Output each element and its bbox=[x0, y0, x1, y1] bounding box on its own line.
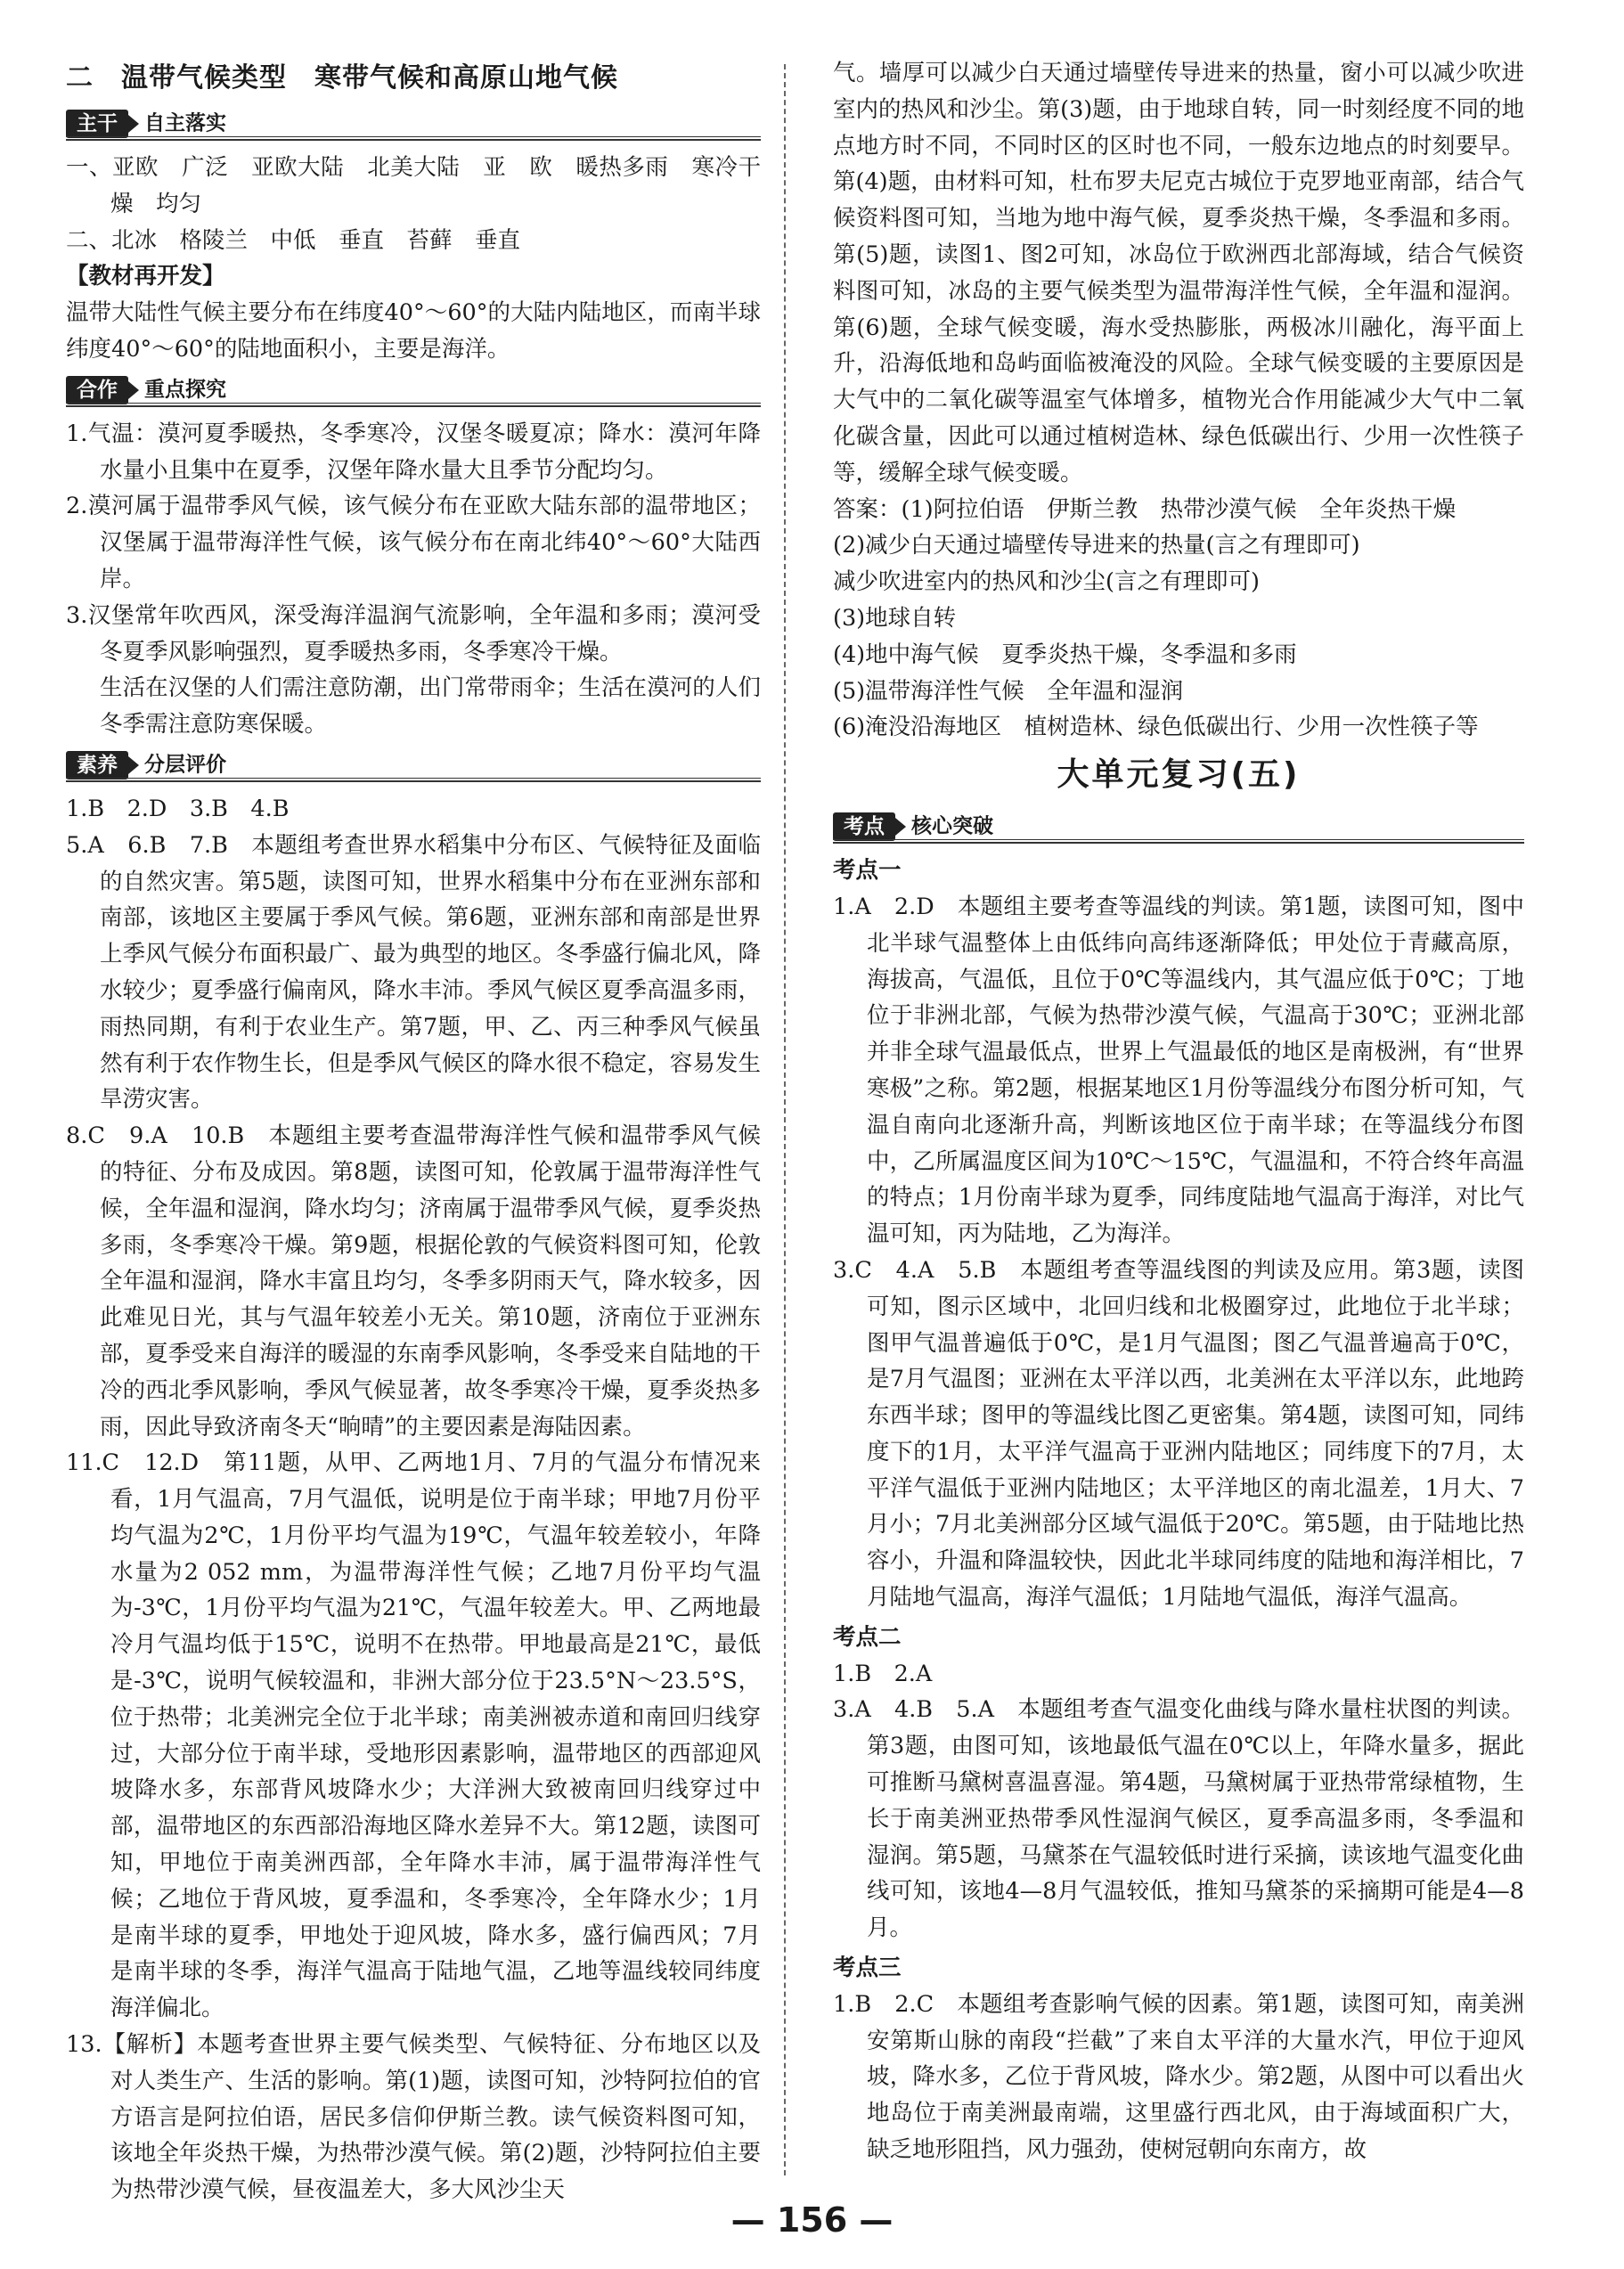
answer-block-13: 13.【解析】本题考查世界主要气候类型、气候特征、分布地区以及对人类生产、生活的影响。第(1)题，读图可知，沙特阿拉伯的官方语言是阿拉伯语，居民多信仰伊斯兰教。读气候资料图可知，该地全年炎热干燥，为热带沙漠气候。第(2)题，沙特阿拉伯主要为热带沙漠气候，昼夜温差大，多大风沙尘天 bbox=[66, 2031, 761, 2204]
hezuo-extra: 生活在汉堡的人们需注意防潮，出门常带雨伞；生活在漠河的人们冬季需注意防寒保暖。 bbox=[100, 674, 761, 739]
hezuo-item-3: 3.汉堡常年吹西风，深受海洋温润气流影响，全年温和多雨；漠河受冬夏季风影响强烈，夏季暖热多雨，冬季寒冷干燥。 bbox=[66, 601, 761, 665]
kaodian-1-block-1: 1.A 2.D 本题组主要考查等温线的判读。第1题，读图可知，图中北半球气温整体上由低纬向高纬逐渐降低；甲处位于青藏高原，海拔高，气温低，且位于0℃等温线内，其气温应低于0℃；丁地位于非洲北部，气候为热带沙漠气候，气温高于30℃；亚洲北部并非全球气温最低点，世界上气温最低的地区是南极洲，有“世界寒极”之称。第2题，根据某地区1月份等温线分布图分析可知，气温自南向北逐渐升高，判断该地区位于南半球；在等温线分布图中，乙所属温度区间为10℃～15℃，气温温和，不符合终年高温的特点；1月份南半球为夏季，同纬度陆地气温高于海洋，对比气温可知，丙为陆地，乙为海洋。 bbox=[833, 893, 1524, 1248]
arrow-icon bbox=[895, 818, 906, 836]
answer-block-5: 5.A 6.B 7.B 本题组考查世界水稻集中分布区、气候特征及面临的自然灾害。第5题，读图可知，世界水稻集中分布在亚洲东部和南部，该地区主要属于季风气候。第6题，亚洲东部和南部是世界上季风气候分布面积最广、最为典型的地区。冬季盛行偏北风，降水较少；夏季盛行偏南风，降水丰沛。季风气候区夏季高温多雨，雨热同期，有利于农业生产。第7题，甲、乙、丙三种季风气候虽然有利于农作物生长，但是季风气候区的降水很不稳定，容易发生旱涝灾害。 bbox=[66, 831, 761, 1114]
bar-rule-thin bbox=[66, 778, 761, 779]
arrow-icon bbox=[128, 756, 139, 774]
q13-continuation: 气。墙厚可以减少白天通过墙壁传导进来的热量，窗小可以减少吹进室内的热风和沙尘。第(3)题，由于地球自转，同一时刻经度不同的地点地方时不同，不同时区的区时也不同，一般东边地点的时刻要早。第(4)题，由材料可知，杜布罗夫尼克古城位于克罗地亚南部，结合气候资料图可知，当地为地中海气候，夏季炎热干燥，冬季温和多雨。第(5)题，读图1、图2可知，冰岛位于欧洲西北部海域，结合气候资料图可知，冰岛的主要气候类型为温带海洋性气候，全年温和湿润。第(6)题，全球气候变暖，海水受热膨胀，两极冰川融化，海平面上升，沿海低地和岛屿面临被淹没的风险。全球气候变暖的主要原因是大气中的二氧化碳等温室气体增多，植物光合作用能减少大气中二氧化碳含量，因此可以通过植树造林、绿色低碳出行、少用一次性筷子等，缓解全球气候变暖。 bbox=[833, 60, 1524, 486]
hezuo-item-1: 1.气温：漠河夏季暖热，冬季寒冷，汉堡冬暖夏凉；降水：漠河年降水量小且集中在夏季，汉堡年降水量大且季节分配均匀。 bbox=[66, 420, 761, 484]
bar-rule bbox=[66, 139, 761, 141]
kaodian-3-label: 考点三 bbox=[833, 1955, 902, 1982]
answer-line-1: 答案：(1)阿拉伯语 伊斯兰教 热带沙漠气候 全年炎热干燥 bbox=[833, 495, 1457, 523]
bar-subtitle: 重点探究 bbox=[144, 378, 226, 402]
answer-block-8: 8.C 9.A 10.B 本题组主要考查温带海洋性气候和温带季风气候的特征、分布及成因。第8题，读图可知，伦敦属于温带海洋性气候，全年温和湿润，降水均匀；济南属于温带季风气候，夏季炎热多雨，冬季寒冷干燥。第9题，根据伦敦的气候资料图可知，伦敦全年温和湿润，降水丰富且均匀，冬季多阴雨天气，降水较多，因此难见日光，其与气温年较差小无关。第10题，济南位于亚洲东部，夏季受来自海洋的暖湿的东南季风影响，冬季受来自陆地的干冷的西北季风影响，季风气候显著，故冬季寒冷干燥，夏季炎热多雨，因此导致济南冬天“晌晴”的主要因素是海陆因素。 bbox=[66, 1122, 761, 1441]
section-bar-suyang bbox=[66, 747, 761, 782]
bar-tag: 考点 bbox=[833, 812, 895, 841]
bar-rule bbox=[66, 780, 761, 782]
bar-tag: 主干 bbox=[66, 110, 128, 138]
column-divider bbox=[784, 64, 786, 2175]
page-number: — 156 — bbox=[730, 2200, 894, 2240]
left-column bbox=[66, 55, 761, 2208]
bar-subtitle: 自主落实 bbox=[144, 111, 226, 135]
bar-rule bbox=[66, 405, 761, 407]
answer-line-7: (6)淹没沿海地区 植树造林、绿色低碳出行、少用一次性筷子等 bbox=[833, 714, 1479, 741]
answer-block-1: 1.B 2.D 3.B 4.B bbox=[66, 795, 290, 822]
bar-tag: 素养 bbox=[66, 751, 128, 779]
answer-line-2: (2)减少白天通过墙壁传导进来的热量(言之有理即可) bbox=[833, 532, 1360, 559]
kaodian-2-block-2: 3.A 4.B 5.A 本题组考查气温变化曲线与降水量柱状图的判读。第3题，由图可知，该地最低气温在0℃以上，年降水量多，据此可推断马黛树喜温喜湿。第4题，马黛树属于亚热带常绿植物，生长于南美洲亚热带季风性湿润气候区，夏季高温多雨，冬季温和湿润。第5题，马黛茶在气温较低时进行采摘，读该地气温变化曲线可知，该地4—8月气温较低，推知马黛茶的采摘期可能是4—8月。 bbox=[833, 1696, 1524, 1942]
kaodian-1-label: 考点一 bbox=[833, 857, 902, 885]
answer-line-6: (5)温带海洋性气候 全年温和湿润 bbox=[833, 677, 1184, 705]
bar-rule-thin bbox=[66, 403, 761, 404]
jiaocai-label: 【教材再开发】 bbox=[66, 263, 225, 290]
bar-rule-thin bbox=[66, 136, 761, 137]
arrow-icon bbox=[128, 381, 139, 399]
bar-rule bbox=[833, 842, 1524, 844]
section-bar-hezuo bbox=[66, 371, 761, 407]
kaodian-2-label: 考点二 bbox=[833, 1623, 902, 1651]
section-bar-kaodian bbox=[833, 808, 1524, 844]
hezuo-item-2: 2.漠河属于温带季风气候，该气候分布在亚欧大陆东部的温带地区；汉堡属于温带海洋性气候，该气候分布在南北纬40°～60°大陆西岸。 bbox=[66, 493, 761, 592]
section-title: 二 温带气候类型 寒带气候和高原山地气候 bbox=[66, 62, 618, 94]
right-column bbox=[833, 55, 1524, 2168]
kaodian-1-block-2: 3.C 4.A 5.B 本题组考查等温线图的判读及应用。第3题，读图可知，图示区域中，北回归线和北极圈穿过，此地位于北半球；图甲气温普遍低于0℃，是1月气温图；图乙气温普遍高于0℃，是7月气温图；亚洲在太平洋以西，北美洲在太平洋以东，此地跨东西半球；图甲的等温线比图乙更密集。第4题，读图可知，同纬度下的1月，太平洋气温高于亚洲内陆地区；同纬度下的7月，太平洋气温低于亚洲内陆地区；太平洋地区的南北温差，1月大、7月小；7月北美洲部分区域气温低于20℃。第5题，由于陆地比热容小，升温和降温较快，因此北半球同纬度的陆地和海洋相比，7月陆地气温高，海洋气温低；1月陆地气温低，海洋气温高。 bbox=[833, 1256, 1524, 1612]
zhugan-line-2: 二、北冰 格陵兰 中低 垂直 苔藓 垂直 bbox=[66, 226, 521, 254]
zhugan-line-1: 一、亚欧 广泛 亚欧大陆 北美大陆 亚 欧 暖热多雨 寒冷干燥 均匀 bbox=[66, 154, 761, 217]
section-bar-zhugan bbox=[66, 105, 761, 141]
kaodian-2-block-1: 1.B 2.A bbox=[833, 1660, 933, 1687]
bar-tag: 合作 bbox=[66, 376, 128, 404]
unit-review-title: 大单元复习(五) bbox=[1057, 756, 1301, 794]
answer-line-3: 减少吹进室内的热风和沙尘(言之有理即可) bbox=[833, 568, 1260, 596]
bar-subtitle: 核心突破 bbox=[911, 814, 993, 838]
answer-line-4: (3)地球自转 bbox=[833, 604, 957, 632]
bar-rule-thin bbox=[833, 839, 1524, 840]
bar-subtitle: 分层评价 bbox=[144, 753, 226, 777]
kaodian-3-block-1: 1.B 2.C 本题组考查影响气候的因素。第1题，读图可知，南美洲安第斯山脉的南段“拦截”了来自太平洋的大量水汽，甲位于迎风坡，降水多，乙位于背风坡，降水少。第2题，从图中可以看出火地岛位于南美洲最南端，这里盛行西北风，由于海域面积广大，缺乏地形阻挡，风力强劲，使树冠朝向东南方，故 bbox=[833, 1990, 1524, 2164]
answer-line-5: (4)地中海气候 夏季炎热干燥，冬季温和多雨 bbox=[833, 641, 1297, 668]
jiaocai-text: 温带大陆性气候主要分布在纬度40°～60°的大陆内陆地区，而南半球纬度40°～60°的陆地面积小，主要是海洋。 bbox=[66, 299, 761, 363]
answer-block-11: 11.C 12.D 第11题，从甲、乙两地1月、7月的气温分布情况来看，1月气温高，7月气温低，说明是位于南半球；甲地7月份平均气温为2℃，1月份平均气温为19℃，气温年较差较小，年降水量为2 052 mm，为温带海洋性气候；乙地7月份平均气温为-3℃，1月份平均气温为21℃，气温年较差大。甲、乙两地最冷月气温均低于15℃，说明不在热带。甲地最高是21℃，最低是-3℃，说明气候较温和，非洲大部分位于23.5°N～23.5°S，位于热带；北美洲完全位于北半球；南美洲被赤道和南回归线穿过，大部分位于南半球，受地形因素影响，温带地区的西部迎风坡降水多，东部背风坡降水少；大洋洲大致被南回归线穿过中部，温带地区的东西部沿海地区降水差异不大。第12题，读图可知，甲地位于南美洲西部，全年降水丰沛，属于温带海洋性气候；乙地位于背风坡，夏季温和，冬季寒冷，全年降水少；1月是南半球的夏季，甲地处于迎风坡，降水多，盛行偏西风；7月是南半球的冬季，海洋气温高于陆地气温，乙地等温线较同纬度海洋偏北。 bbox=[66, 1449, 761, 2022]
arrow-icon bbox=[128, 115, 139, 133]
